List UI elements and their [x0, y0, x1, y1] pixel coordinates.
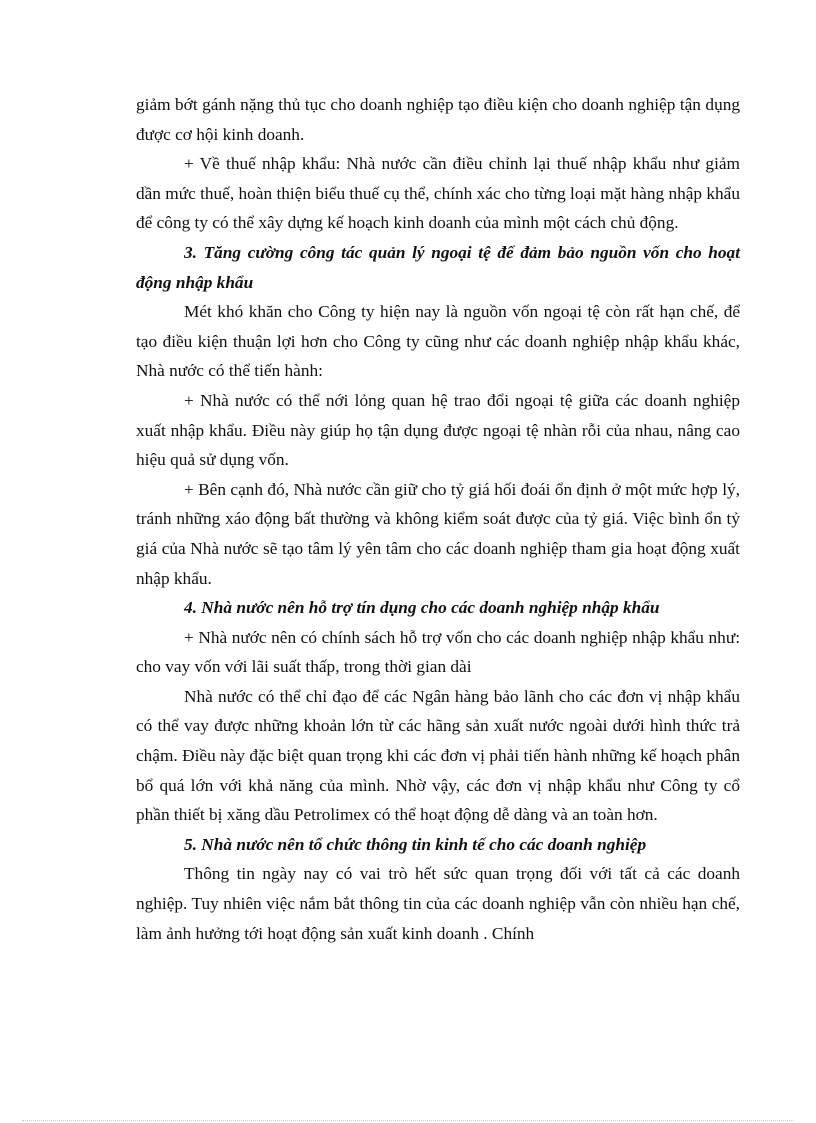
section-heading-4: 4. Nhà nước nên hỗ trợ tín dụng cho các doanh nghiệp nhập khẩu [184, 598, 660, 618]
section-heading-3: 3. Tăng cường công tác quản lý ngoại tệ để đảm bảo nguồn vốn cho hoạt động nhập khẩu [136, 242, 740, 292]
paragraph-bank-guarantee: Nhà nước có thể chỉ đạo để các Ngân hàng bảo lãnh cho các đơn vị nhập khẩu có thể vay được những khoản lớn từ các hãng sản xuất nước ngoài dưới hình thức trả chậm. Điều này đặc biệt quan trọng khi các đơn vị phải tiến hành những kế hoạch phân bổ quá lớn với khả năng của mình. Nhờ vậy, các đơn vị nhập khẩu như Công ty cổ phần thiết bị xăng dầu Petrolimex có thể hoạt động dễ dàng và an toàn hơn. [136, 686, 740, 825]
paragraph-currency-exchange: + Nhà nước có thể nới lỏng quan hệ trao đổi ngoại tệ giữa các doanh nghiệp xuất nhập khẩu. Điều này giúp họ tận dụng được ngoại tệ nhàn rỗi của nhau, nâng cao hiệu quả sử dụng vốn. [136, 390, 740, 470]
paragraph-exchange-rate: + Bên cạnh đó, Nhà nước cần giữ cho tỷ giá hối đoái ổn định ở một mức hợp lý, tránh những xáo động bất thường và không kiểm soát được của tỷ giá. Việc bình ổn tỷ giá của Nhà nước sẽ tạo tâm lý yên tâm cho các doanh nghiệp tham gia hoạt động xuất nhập khẩu. [136, 479, 740, 588]
paragraph-continuation: giảm bớt gánh nặng thủ tục cho doanh nghiệp tạo điều kiện cho doanh nghiệp tận dụng được cơ hội kinh doanh. [136, 95, 740, 144]
paragraph-credit-support: + Nhà nước nên có chính sách hỗ trợ vốn cho các doanh nghiệp nhập khẩu như: cho vay vốn với lãi suất thấp, trong thời gian dài [136, 627, 740, 677]
paragraph-foreign-currency: Mét khó khăn cho Công ty hiện nay là nguồn vốn ngoại tệ còn rất hạn chế, để tạo điều kiện thuận lợi hơn cho Công ty cũng như các doanh nghiệp nhập khẩu khác, Nhà nước có thể tiến hành: [136, 302, 740, 381]
page-bottom-divider [22, 1120, 794, 1121]
section-heading-5: 5. Nhà nước nên tổ chức thông tin kinh tế cho các doanh nghiệp [184, 834, 647, 854]
paragraph-economic-info: Thông tin ngày nay có vai trò hết sức quan trọng đối với tất cả các doanh nghiệp. Tuy nhiên việc nắm bắt thông tin của các doanh nghiệp vẫn còn nhiều hạn chế, làm ảnh hưởng tới hoạt động sản xuất kinh doanh . Chính [136, 864, 740, 943]
document-page [136, 90, 740, 948]
paragraph-import-tax: + Về thuế nhập khẩu: Nhà nước cần điều chỉnh lại thuế nhập khẩu như giảm dần mức thuế, hoàn thiện biểu thuế cụ thể, chính xác cho từng loại mặt hàng nhập khẩu để công ty có thể xây dựng kế hoạch kinh doanh của mình một cách chủ động. [136, 154, 740, 233]
